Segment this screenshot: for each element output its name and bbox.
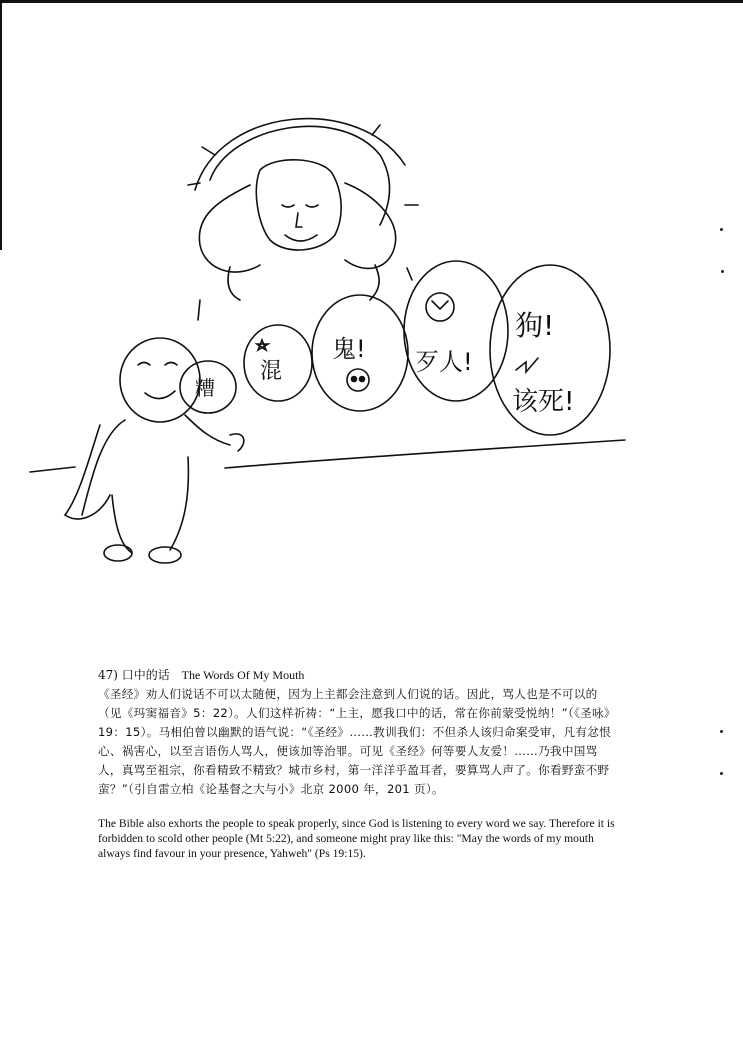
star-icon [257,340,268,350]
bubble-text-2: 混 [260,359,283,384]
lightning-icon [516,358,538,372]
skull-icon [347,369,369,391]
bubble-text-4: 歹人! [415,348,473,376]
bubble-text-3: 鬼! [332,335,366,363]
scan-edge-left [0,0,2,250]
caption [98,666,304,683]
speech-bubble [404,261,508,401]
scan-edge-top [0,0,743,3]
body-text-english: The Bible also exhorts the people to speak properly, since God is listening to every word we say. Therefore it is forbidden to scold other people (Mt 5:22), and someone might pray like this: "May the words of my mouth always find favour in your presence, Yahweh" (Ps 19:15). [98,817,615,860]
ground-line [225,440,625,468]
bubble-text-5: 狗! [515,309,555,342]
scan-speck [720,772,723,775]
cartoon-illustration [20,95,630,575]
caption-title-en: The Words Of My Mouth [181,668,305,682]
scan-speck [720,730,723,733]
speaking-man [30,338,244,563]
radiation-icon [426,293,454,321]
bubble-text-1: 糟 [195,376,215,400]
caption-number: 47) [98,668,118,682]
scan-speck [721,270,724,273]
body-text-chinese: 《圣经》劝人们说话不可以太随便，因为上主都会注意到人们说的话。因此，骂人也是不可以的（见《玛窦福音》5：22）。人们这样祈祷：“上主，愿我口中的话，常在你前蒙受悦纳！”（《圣咏》19：15）。马相伯曾以幽默的语气说：“《圣经》……教训我们：不但杀人该归命案受审，凡有忿恨心、祸害心，以至言语伤人骂人，便该加等治罪。可见《圣经》何等要人友爱！……乃我中国骂人，真骂至祖宗，你看精致不精致？城市乡村，第一洋洋乎盈耳者，要算骂人声了。你看野蛮不野蛮？”（引自雷立柏《论基督之大与小》北京 2000 年，201 页）。 [98,687,616,796]
caption-title-cn: 口中的话 [121,668,170,682]
scan-speck [720,228,723,231]
god-figure [188,119,418,320]
bubble-text-6: 该死! [512,387,575,417]
